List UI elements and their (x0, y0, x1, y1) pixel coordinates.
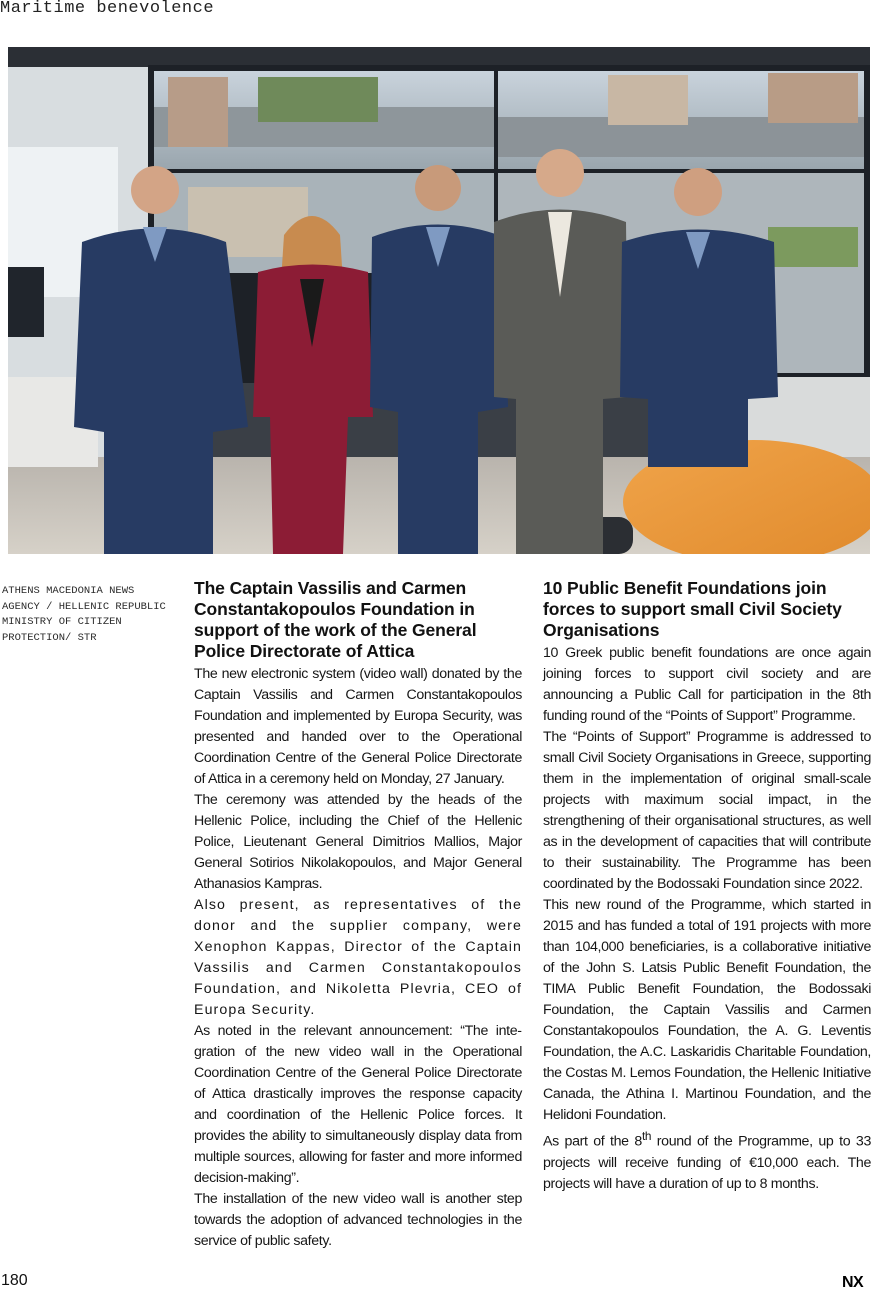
text-run: As part of the 8 (543, 1133, 642, 1150)
article-title: The Captain Vassilis and Carmen Constantakopoulos Foundation in support of the work of the General Police Directorate of Attica (194, 578, 477, 661)
photo-caption (2, 584, 182, 646)
caption-line: ATHENS MACEDONIA NEWS (2, 585, 135, 597)
photo-illustration (8, 47, 870, 554)
article-paragraph: The ceremony was attended by the heads of the Hellenic Police, including the Chief of the Hellenic Police, Lieutenant General Dimitrios Mallios, Major General Sotirios Nikolakopoulos, and Major General Athanasios Kampras. (194, 792, 522, 892)
article-paragraph: 10 Greek public benefit foundations are once again joining forces to support civil society and are announcing a Public Call for participation in the 8th funding round of the “Points of Support” Programme. (543, 645, 871, 724)
article-public-benefit-foundations (543, 578, 871, 1195)
article-photo (8, 47, 870, 554)
caption-line: AGENCY / HELLENIC REPUBLIC (2, 600, 166, 613)
article-paragraph: The installation of the new video wall is another step towards the adoption of advanced technologies in the service of public safety. (194, 1191, 522, 1249)
article-title: 10 Public Benefit Foundations join forces to support small Civil Society Organisations (543, 578, 842, 640)
publication-logo: NX (842, 1274, 864, 1291)
text-run: round of the Programme, up to 33 projects will receive funding of €10,000 each. The projects will have a duration of up to 8 months. (543, 1133, 871, 1192)
article-paragraph: As noted in the relevant announcement: “The integration of the new video wall in the Operational Coordination Centre of the General Police Directorate of Attica drastically improves the response capacity and coordination of the Hellenic Police forces. It provides the ability to simultaneously display data from multiple sources, allowing for faster and more informed decision-making”. (194, 1023, 522, 1186)
caption-line: MINISTRY OF CITIZEN (2, 616, 122, 629)
article-constantakopoulos-police (194, 578, 522, 1252)
article-paragraph: Also present, as representatives of the donor and the supplier company, were Xenophon Kappas, Director of the Captain Vassilis and Carmen Constantakopoulos Foundation, and Nikoletta Plevria, CEO of Europa Security. (194, 897, 522, 1018)
section-title: Maritime benevolence (0, 0, 215, 18)
article-paragraph-last (543, 1126, 871, 1195)
page-number: 180 (1, 1272, 28, 1289)
ordinal-superscript: th (641, 1129, 652, 1143)
article-paragraph: The new electronic system (video wall) donated by the Captain Vassilis and Carmen Constantakopoulos Foundation and implemented by Europa Security, was presented and handed over to the Operational Coordination Centre of the General Police Directorate of Attica in a ceremony held on Monday, 27 January. (194, 666, 522, 787)
article-paragraph: This new round of the Programme, which started in 2015 and has funded a total of 191 projects with more than 104,000 beneficiaries, is a collaborative initiative of the John S. Latsis Public Benefit Foundation, the TIMA Public Benefit Foundation, the Bodossaki Foundation, the Captain Vassilis and Carmen Constantakopoulos Foundation, the A. G. Leventis Foundation, the A.C. Laskaridis Charitable Foundation, the Costas M. Lemos Foundation, the Hellenic Initiative Canada, the Athina I. Martinou Foundation, and the Helidoni Foundation. (543, 897, 871, 1123)
caption-line: PROTECTION/ STR (2, 631, 97, 644)
article-paragraph: The “Points of Support” Programme is addressed to small Civil Society Organisations in Greece, supporting them in the implementation of original small-scale projects with maximum social impact, in the strengthening of their organisational structures, as well as in the development of capacities that will contribute to their sustainability. The Programme has been coordinated by the Bodossaki Foundation since 2022. (543, 729, 871, 892)
